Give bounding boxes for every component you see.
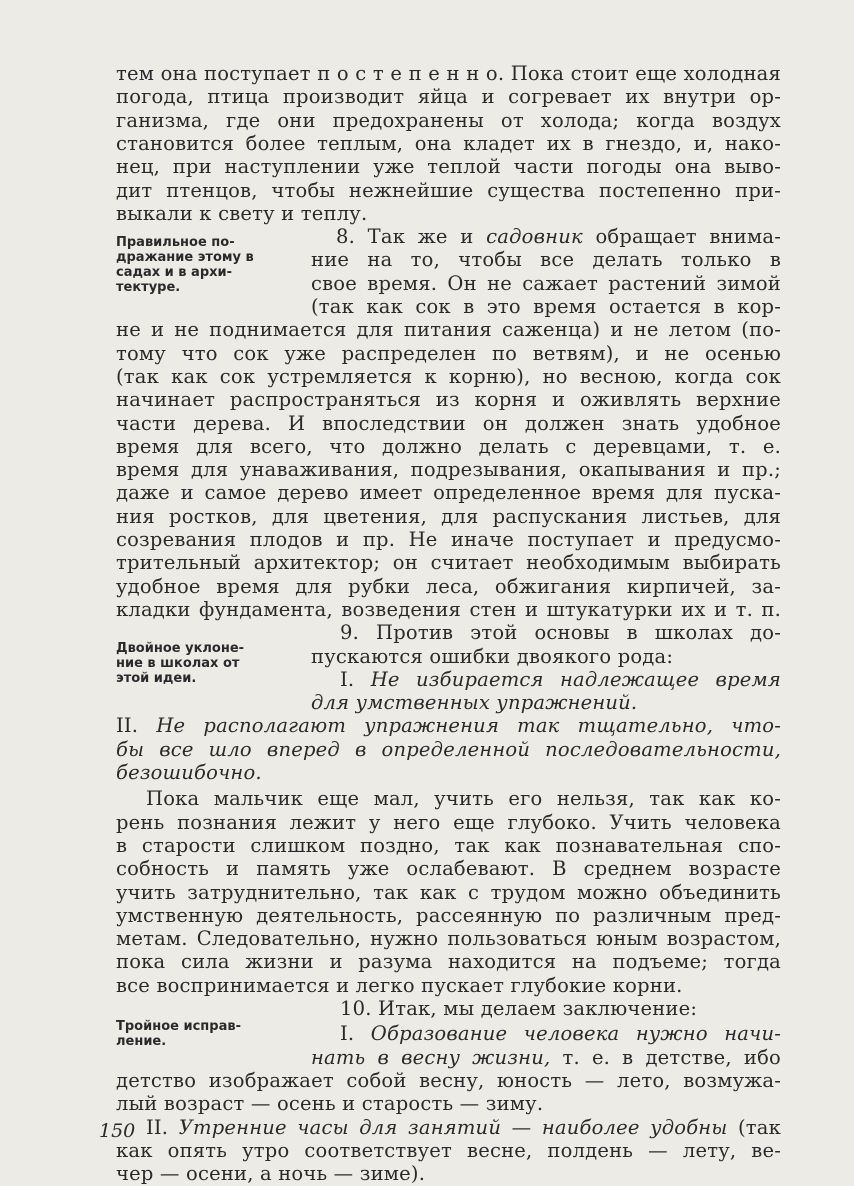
text-line	[116, 202, 781, 226]
line-text: время для унаваживания, подрезывания, окапывания и пр.;	[116, 458, 781, 482]
text-line	[116, 1162, 781, 1186]
line-text: как опять утро соответствует весне, полдень — лету, ве-	[116, 1138, 781, 1162]
text-line	[116, 109, 781, 133]
text-line	[116, 738, 781, 762]
text-line	[116, 551, 781, 575]
text-line	[311, 248, 781, 272]
text-line	[116, 927, 781, 951]
line-text: ганизма, где они предохранены от холода; когда воздух	[116, 108, 781, 132]
emphasis: безошибочно.	[116, 761, 262, 784]
text-line	[116, 132, 781, 156]
line-text: умственную деятельность, рассеянную по различным пред-	[116, 903, 781, 927]
line-text: собность и память уже ослабевают. В среднем возрасте	[116, 857, 781, 881]
emphasis: нать в весну жизни,	[311, 1045, 551, 1069]
text-line	[116, 974, 781, 998]
line-text: становится более теплым, она кладет их в гнездо, и, нако-	[116, 131, 781, 155]
text-line	[116, 1069, 781, 1093]
emphasis: бы все шло вперед в определенной последовательности,	[116, 737, 781, 761]
text-line	[116, 388, 781, 412]
side-note-line: ние в школах от	[116, 656, 240, 672]
emphasis: Утренние часы для занятий — наиболее удобны	[178, 1115, 728, 1139]
line-text: время для всего, что должно делать с деревцами, т. е.	[116, 434, 781, 458]
line-text: тому что сок уже распределен по ветвям), и не осенью	[116, 341, 781, 365]
line-text: свое время. Он не сажает растений зимой	[311, 271, 781, 295]
line-text: обращает внима-	[582, 225, 781, 249]
text-line	[116, 458, 781, 482]
text-line	[116, 179, 781, 203]
line-text: все воспринимается и легко пускает глубокие корни.	[116, 973, 683, 997]
text-line	[146, 1116, 781, 1140]
line-text: т. е. в детстве, ибо	[550, 1045, 781, 1069]
text-line	[146, 787, 781, 811]
text-line	[311, 272, 781, 296]
page-number: 150	[99, 1120, 136, 1142]
side-note-line: Правильное по-	[116, 235, 235, 251]
text-line	[336, 225, 781, 249]
emphasis: Не избирается надлежащее время	[370, 667, 781, 691]
line-text: рень познания лежит у него еще глубоко. Учить человека	[116, 810, 781, 834]
line-text: I.	[340, 1022, 371, 1046]
text-line	[311, 645, 781, 669]
margin-note-imitation	[116, 235, 294, 295]
line-text: кладки фундамента, возведения стен и штукатурки их и т. п.	[116, 597, 781, 621]
line-text: пускаются ошибки двоякого рода:	[311, 644, 674, 668]
text-line	[116, 435, 781, 459]
line-text: 9. Против этой основы в школах до-	[340, 621, 781, 645]
line-text: созревания плодов и пр. Не иначе поступает и предусмо-	[116, 528, 781, 551]
line-text: чер — осени, а ночь — зиме).	[116, 1162, 426, 1186]
margin-note-school-deviation	[116, 641, 294, 686]
emphasis: садовник	[486, 225, 583, 249]
line-text: лый возраст — осень и старость — зиму.	[116, 1092, 544, 1116]
text-line	[340, 997, 781, 1021]
line-text: тем она поступает п о с т е п е н н о. Пока стоит еще холодная	[116, 62, 781, 85]
line-text: дит птенцов, чтобы нежнейшие существа постепенно при-	[116, 178, 781, 202]
side-note-line: Двойное уклоне-	[116, 641, 245, 657]
line-text: нец, при наступлении уже теплой части погоды она выво-	[116, 155, 781, 179]
side-note-line: садах и в архи-	[116, 265, 233, 281]
text-line	[116, 857, 781, 881]
text-line	[116, 1092, 781, 1116]
side-note-line: дражание этому в	[116, 250, 254, 266]
text-line	[116, 85, 781, 109]
text-line	[340, 1022, 781, 1046]
line-text: не и не поднимается для питания саженца) и не летом (по-	[116, 318, 781, 342]
line-text: в старости слишком поздно, так как познавательная спо-	[116, 833, 781, 857]
line-text: трительный архитектор; он считает необходимым выбирать	[116, 551, 781, 575]
line-text: II.	[146, 1115, 179, 1139]
text-line	[311, 295, 781, 319]
line-text: выкали к свету и теплу.	[116, 201, 368, 225]
line-text: 10. Итак, мы делаем заключение:	[340, 997, 698, 1020]
emphasis: Образование человека нужно начи-	[370, 1022, 781, 1046]
line-text: метам. Следовательно, нужно пользоваться юным возрастом,	[116, 927, 781, 951]
text-line	[116, 1139, 781, 1163]
line-text: учить затруднительно, так как с трудом можно объединить	[116, 880, 781, 904]
side-note-line: ление.	[116, 1034, 167, 1049]
line-text: удобное время для рубки леса, обжигания кирпичей, за-	[116, 574, 781, 598]
side-note-line: этой идеи.	[116, 671, 197, 687]
line-text: (так	[727, 1115, 781, 1139]
emphasis: Не располагают упражнения так тщательно, что-	[156, 714, 781, 738]
text-line	[116, 761, 781, 785]
line-text: части дерева. И впоследствии он должен знать удобное	[116, 411, 781, 435]
line-text: пока сила жизни и разума находится на подъеме; тогда	[116, 950, 781, 974]
text-line	[116, 505, 781, 529]
text-line	[116, 62, 781, 86]
text-line	[116, 412, 781, 436]
text-line	[116, 575, 781, 599]
text-line	[340, 668, 781, 692]
text-line	[311, 1046, 781, 1070]
line-text: ние на то, чтобы все делать только в	[311, 248, 781, 272]
line-text: даже и самое дерево имеет определенное время для пуска-	[116, 481, 781, 505]
text-line	[116, 481, 781, 505]
line-text: начинает распространяться из корня и оживлять верхние	[116, 388, 781, 412]
text-line	[116, 155, 781, 179]
text-line	[116, 714, 781, 738]
text-line	[311, 691, 781, 715]
text-line	[116, 342, 781, 366]
text-line	[116, 834, 781, 858]
text-line	[116, 904, 781, 928]
text-line	[116, 365, 781, 389]
line-text: (так как сок в это время остается в кор-	[311, 295, 781, 318]
line-text: погода, птица производит яйца и согревает их внутри ор-	[116, 85, 781, 109]
line-text: 8. Так же и	[336, 225, 487, 249]
line-text: детство изображает собой весну, юность — лето, возмужа-	[116, 1068, 781, 1092]
line-text: I.	[340, 667, 371, 691]
line-text: (так как сок устремляется к корню), но весною, когда сок	[116, 364, 781, 388]
text-line	[116, 598, 781, 622]
text-line	[116, 318, 781, 342]
text-line	[116, 881, 781, 905]
text-line	[340, 621, 781, 645]
margin-note-triple-correction	[116, 1019, 294, 1049]
emphasis: для умственных упражнений.	[311, 691, 638, 715]
text-line	[116, 811, 781, 835]
text-line	[116, 528, 781, 552]
side-note-line: тектуре.	[116, 280, 181, 296]
side-note-line: Тройное исправ-	[116, 1019, 241, 1034]
line-text: Пока мальчик еще мал, учить его нельзя, так как ко-	[146, 787, 781, 811]
text-line	[116, 950, 781, 974]
line-text: ния ростков, для цветения, для распускания листьев, для	[116, 504, 781, 528]
line-text: II.	[116, 714, 157, 738]
